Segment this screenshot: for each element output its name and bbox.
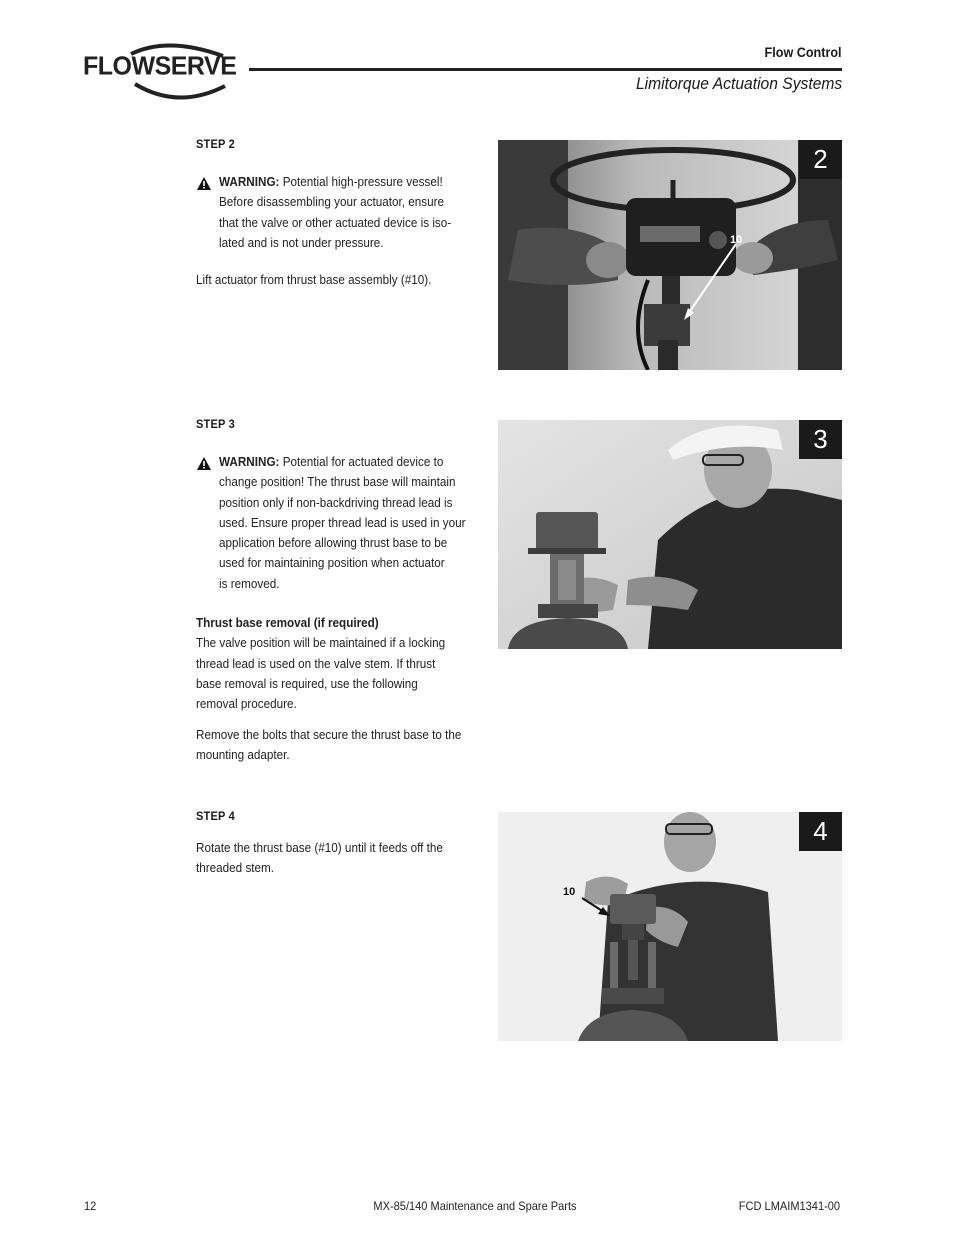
warning-line: is removed. [219, 575, 280, 591]
figure-2-callout: 10 [730, 234, 743, 246]
warning-line: Potential for actuated device to [279, 454, 444, 469]
brand-wordmark: FLOWSERVE [83, 51, 237, 81]
figure-2-number: 2 [799, 140, 842, 179]
warning-line: lated and is not under pressure. [219, 234, 384, 250]
warning-line: used for maintaining position when actuator [219, 555, 445, 571]
thrust-base-subheading: Thrust base removal (if required) [196, 615, 379, 630]
step-4-title: STEP 4 [196, 809, 235, 823]
step-3-body-2 [196, 725, 475, 766]
step-3-warning [219, 452, 471, 594]
warning-line: change position! The thrust base will maintain [219, 474, 456, 490]
warning-icon [197, 177, 211, 190]
header-subtitle: Limitorque Actuation Systems [635, 74, 842, 93]
body-line: base removal is required, use the following [196, 675, 418, 691]
figure-3-photo [498, 420, 842, 649]
flowserve-logo [83, 40, 243, 102]
step-4-body [196, 838, 475, 879]
body-line: Remove the bolts that secure the thrust base to the [196, 727, 462, 742]
step-2-body: Lift actuator from thrust base assembly (#10). [196, 272, 432, 287]
document-code: FCD LMAIM1341-00 [738, 1199, 840, 1213]
figure-4-number: 4 [799, 812, 842, 851]
figure-3-number: 3 [799, 420, 842, 459]
thrust-base-bolts-photo [498, 420, 842, 649]
header-rule [249, 68, 842, 71]
actuator-lift-photo [498, 140, 842, 370]
figure-2-photo [498, 140, 842, 370]
step-3-title: STEP 3 [196, 417, 235, 431]
body-line: thread lead is used on the valve stem. If thrust [196, 655, 436, 671]
warning-line: Before disassembling your actuator, ensure [219, 194, 445, 210]
warning-line: Potential high-pressure vessel! [279, 174, 443, 189]
page-number: 12 [84, 1199, 97, 1213]
body-line: mounting adapter. [196, 747, 290, 763]
warning-icon [197, 457, 211, 470]
document-title: MX-85/140 Maintenance and Spare Parts [373, 1199, 577, 1213]
figure-4-photo [498, 812, 842, 1041]
warning-label: WARNING: [219, 174, 280, 189]
step-3-body [196, 613, 475, 714]
warning-line: application before allowing thrust base to be [219, 535, 448, 551]
body-line: The valve position will be maintained if a locking [196, 635, 446, 651]
step-2-title: STEP 2 [196, 137, 235, 151]
body-line: Rotate the thrust base (#10) until it feeds off the [196, 840, 443, 855]
figure-4-callout: 10 [563, 886, 576, 898]
warning-line: position only if non-backdriving thread lead is [219, 494, 453, 510]
warning-line: that the valve or other actuated device is iso- [219, 214, 452, 230]
body-line: removal procedure. [196, 696, 297, 712]
warning-line: used. Ensure proper thread lead is used in your [219, 514, 466, 530]
thrust-base-rotate-photo [498, 812, 842, 1041]
header-category: Flow Control [765, 44, 842, 60]
warning-label: WARNING: [219, 454, 280, 469]
body-line: threaded stem. [196, 860, 275, 876]
step-2-warning [219, 172, 471, 253]
